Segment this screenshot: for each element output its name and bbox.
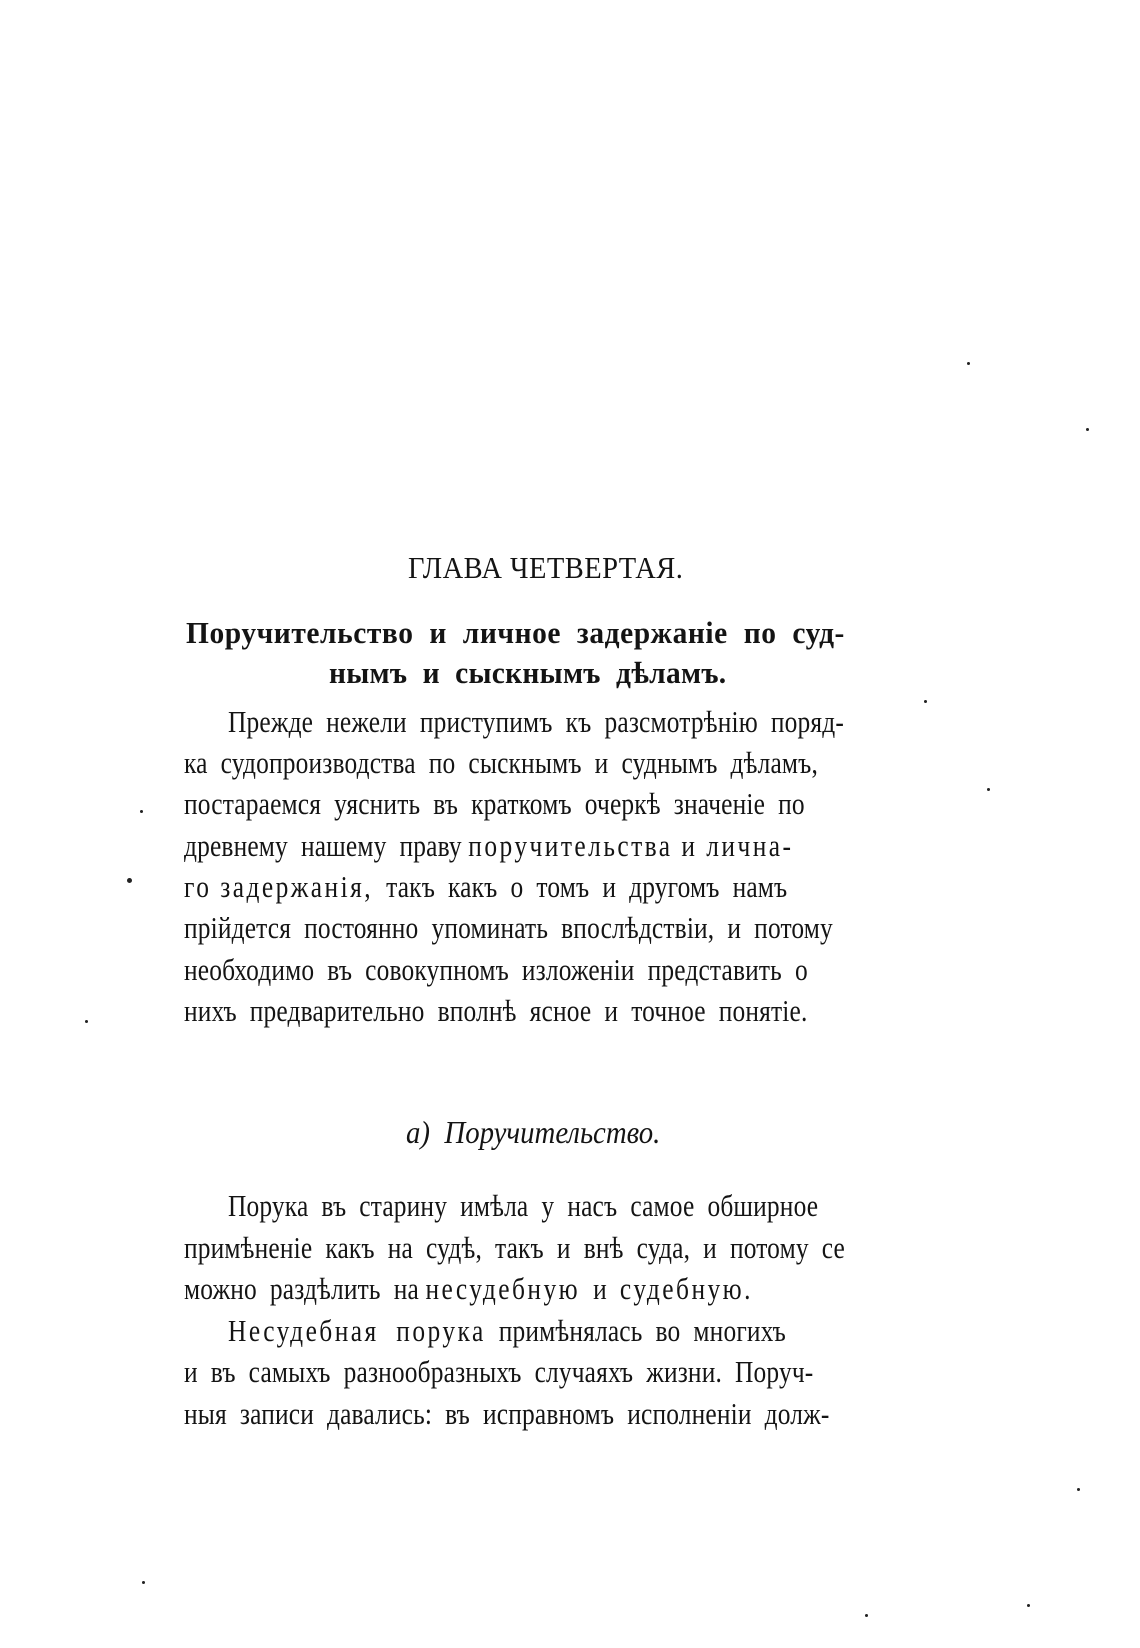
text-line: Порука въ старину имѣла у насъ самое обширное [228,1188,819,1223]
text-run: и [580,1271,620,1306]
emphasized-term: поручительства и лична- [468,828,794,863]
scan-speck [1027,1604,1030,1607]
emphasized-term: судебную. [619,1271,753,1306]
scan-speck [924,700,927,703]
text-line: ка судопроизводства по сыскнымъ и суднымъ дѣламъ, [184,745,819,780]
emphasized-term: несудебную [425,1271,581,1306]
scan-speck [1086,428,1089,431]
chapter-heading-line-2: нымъ и сыскнымъ дѣламъ. [329,655,727,690]
chapter-heading-line-1: Поручительство и личное задержаніе по суд- [186,615,845,650]
text-line: нихъ предварительно вполнѣ ясное и точное понятіе. [184,993,808,1028]
section-title: а) Поручительство. [406,1114,661,1150]
text-line: постараемся уяснить въ краткомъ очеркѣ значеніе по [184,786,805,821]
scan-speck [1077,1488,1080,1491]
scan-speck [987,788,990,791]
text-line: и въ самыхъ разнообразныхъ случаяхъ жизни. Поруч- [184,1354,814,1389]
text-line [184,870,787,904]
text-line: примѣненіе какъ на судѣ, такъ и внѣ суда, и потому се [184,1230,845,1265]
text-line [184,1272,753,1306]
text-line: ныя записи давались: въ исправномъ исполненіи долж- [184,1396,830,1431]
scan-speck [967,362,970,365]
scan-speck [85,1020,88,1023]
text-line: Прежде нежели приступимъ къ разсмотрѣнію поряд- [228,704,844,739]
text-run: можно раздѣлить на [184,1271,426,1306]
emphasized-term: го задержанія, [184,869,374,904]
scan-speck [127,878,132,883]
text-run: примѣнялась во многихъ [485,1313,786,1348]
text-run: древнему нашему праву [184,828,469,863]
text-line [184,829,793,863]
scan-speck [865,1614,868,1617]
scan-speck [142,1581,145,1584]
chapter-title: ГЛАВА ЧЕТВЕРТАЯ. [408,550,684,585]
emphasized-term: Несудебная порука [228,1313,486,1348]
text-line: прійдется постоянно упоминать впослѣдствіи, и потому [184,910,833,945]
text-line: необходимо въ совокупномъ изложеніи представить о [184,952,808,987]
text-run: такъ какъ о томъ и другомъ намъ [373,869,788,904]
scan-speck [140,810,143,813]
text-line [228,1314,786,1348]
